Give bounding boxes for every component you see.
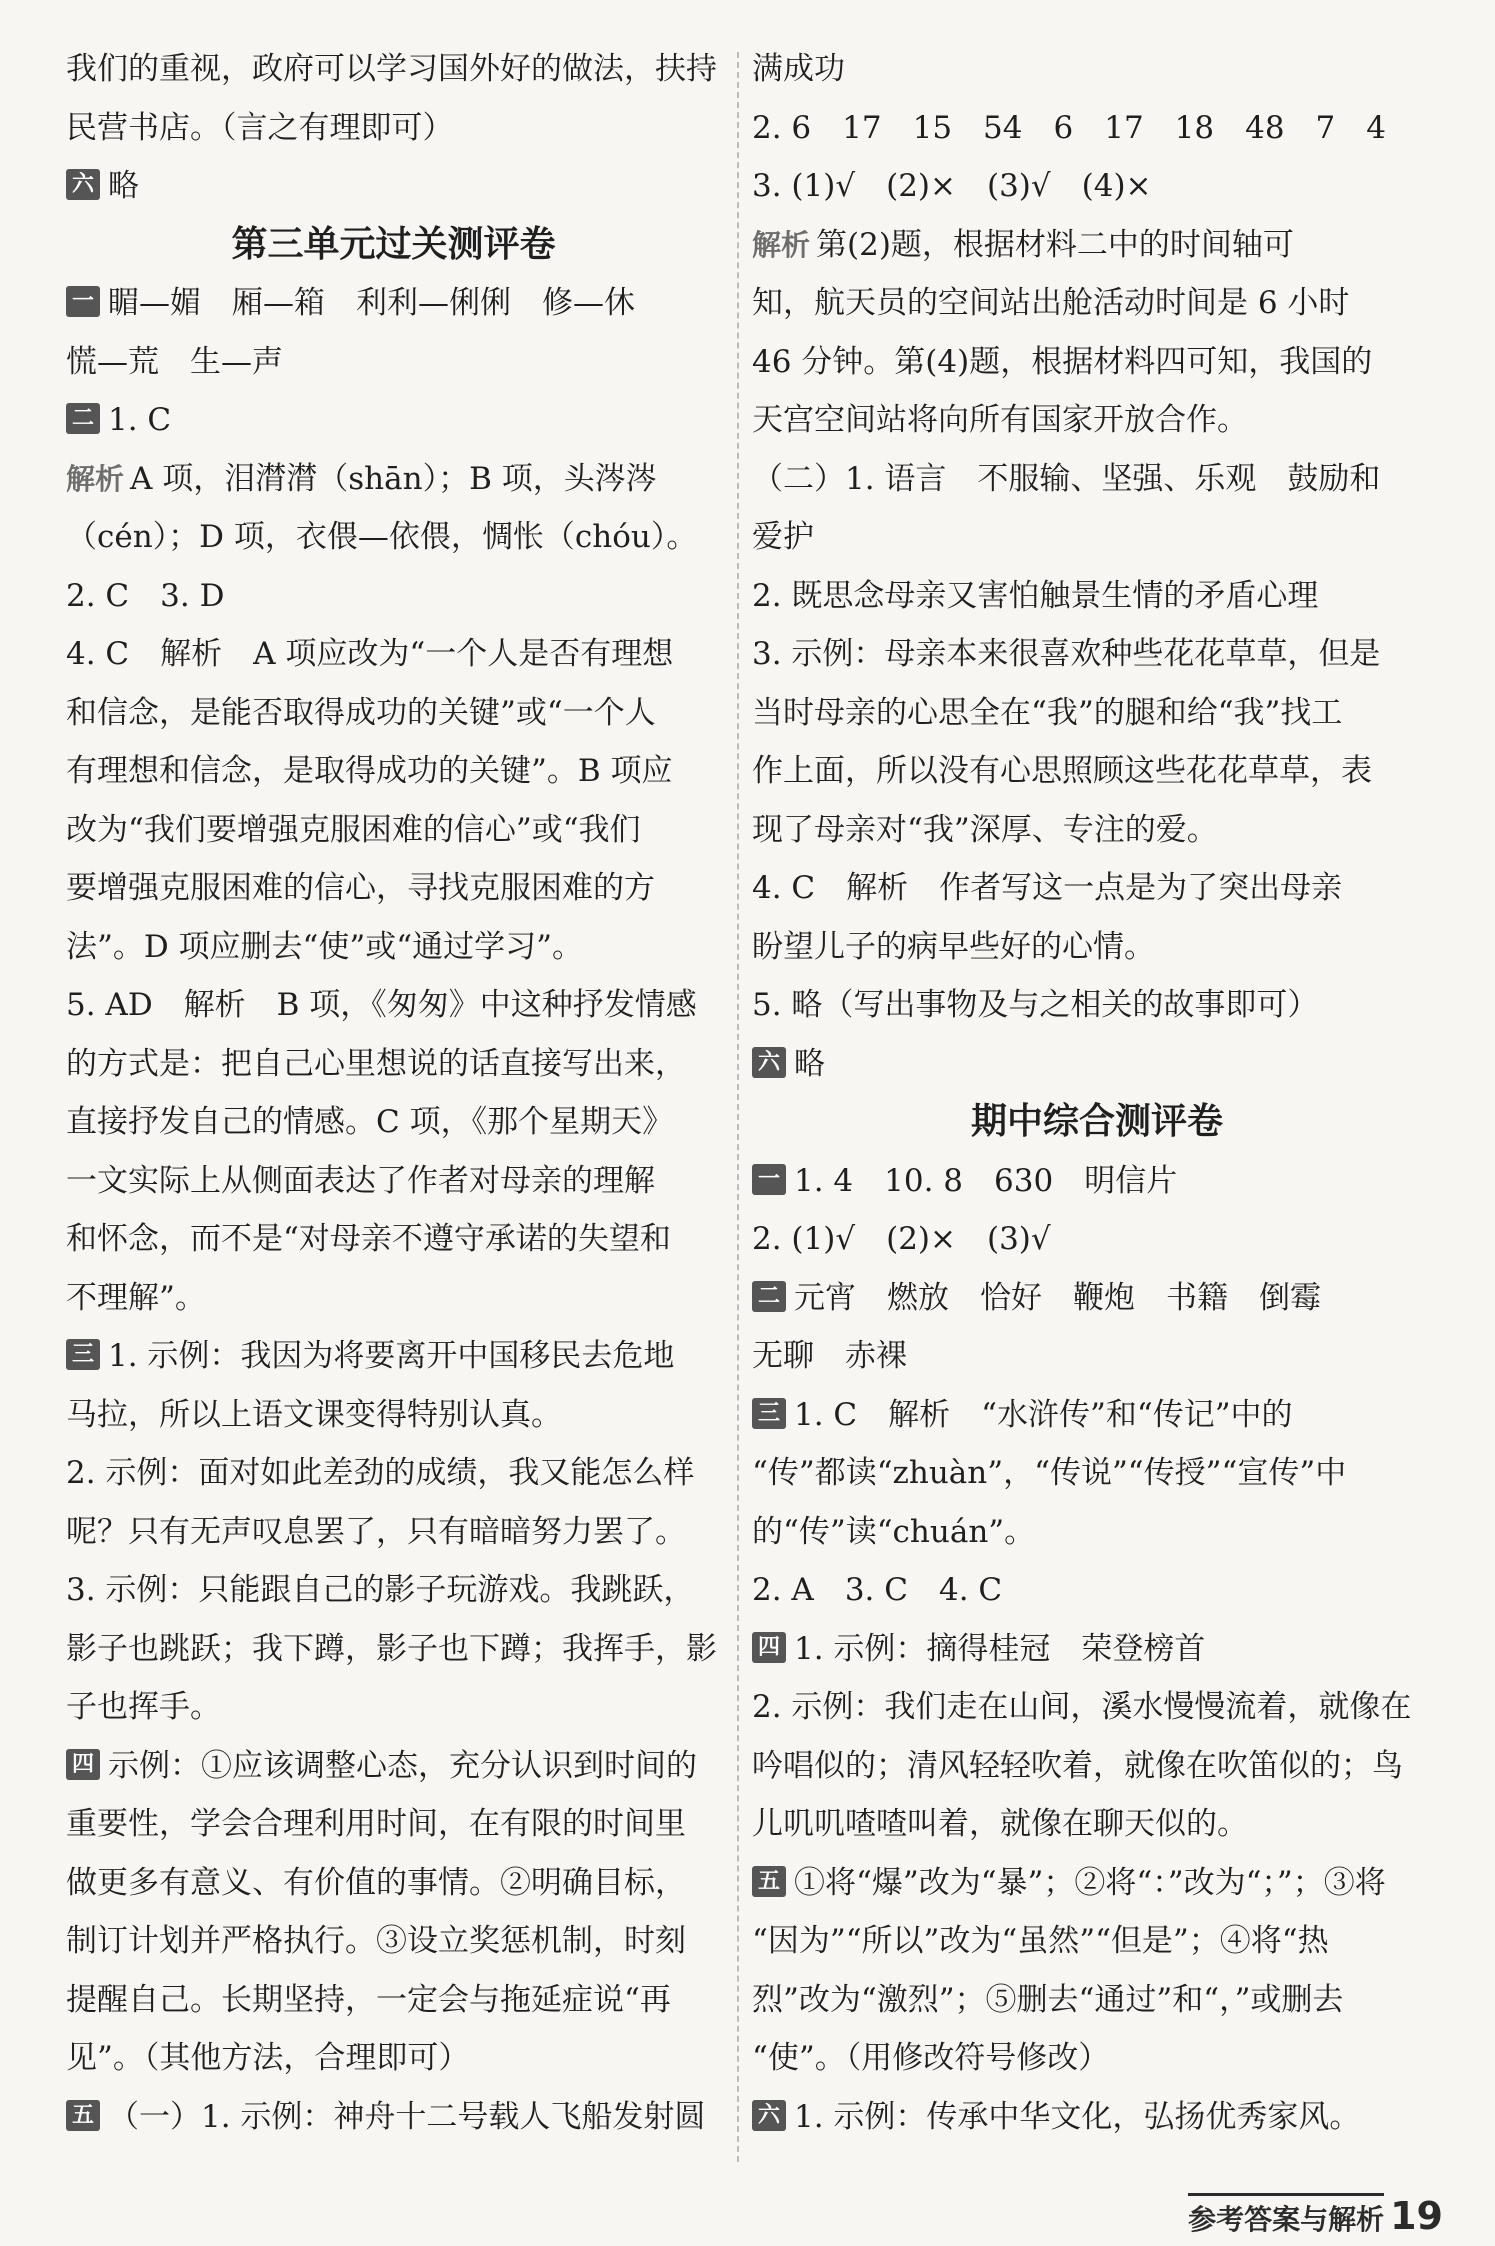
answer-line (752, 1327, 1442, 1386)
answer-line (66, 1678, 721, 1737)
line-text: 4. C 解析 作者写这一点是为了突出母亲 (752, 870, 1343, 906)
answer-line (752, 508, 1442, 567)
question-number-badge: 五 (752, 1866, 786, 1897)
answer-line (752, 40, 1442, 99)
answer-line (66, 40, 721, 99)
answer-line (66, 1561, 721, 1620)
answer-line (66, 1386, 721, 1445)
line-text: 2. 6 17 15 54 6 17 18 48 7 4 (752, 109, 1387, 146)
line-text: 2. 既思念母亲又害怕触景生情的矛盾心理 (752, 577, 1319, 614)
answer-line (752, 2088, 1442, 2147)
line-text: 略 (794, 1045, 825, 1082)
line-text: “因为”“所以”改为“虽然”“但是”；④将“热 (752, 1923, 1329, 1959)
line-text: 1. 示例：传承中华文化，弘扬优秀家风。 (794, 2098, 1361, 2135)
line-text: 烈”改为“激烈”；⑤删去“通过”和“，”或删去 (752, 1981, 1344, 2018)
answer-line (752, 1912, 1442, 1971)
line-text: 天宫空间站将向所有国家开放合作。 (752, 402, 1248, 438)
analysis-label: 解析 (752, 227, 811, 262)
line-text: 改为“我们要增强克服困难的信心”或“我们 (66, 811, 641, 848)
line-text: 1. 示例：摘得桂冠 荣登榜首 (794, 1630, 1206, 1667)
line-text: 第三单元过关测评卷 (231, 223, 556, 265)
line-text: （cén）；D 项，衣偎—依偎，惆怅（chóu）。 (66, 519, 698, 555)
answer-line (66, 1152, 721, 1211)
answer-line (752, 742, 1442, 801)
line-text: 5. AD 解析 B 项，《匆匆》中这种抒发情感 (66, 987, 697, 1023)
answer-line (752, 918, 1442, 977)
answer-line (752, 1971, 1442, 2030)
line-text: 元宵 燃放 恰好 鞭炮 书籍 倒霉 (794, 1279, 1321, 1316)
line-text: 2. A 3. C 4. C (752, 1572, 1003, 1608)
answer-line (66, 1737, 721, 1796)
column-divider (737, 52, 739, 2162)
line-text: 3. 示例：母亲本来很喜欢种些花花草草，但是 (752, 636, 1381, 672)
answer-line (752, 450, 1442, 509)
answer-line (66, 1210, 721, 1269)
answer-line (752, 1386, 1442, 1445)
answer-line (752, 1678, 1442, 1737)
line-text: 当时母亲的心思全在“我”的腿和给“我”找工 (752, 694, 1343, 731)
line-text: 慌—荒 生—声 (66, 343, 283, 380)
line-text: 法”。D 项应删去“使”或“通过学习”。 (66, 928, 583, 965)
answer-line (66, 391, 721, 450)
answer-line (752, 1561, 1442, 1620)
question-number-badge: 三 (752, 1398, 786, 1429)
answer-line (66, 684, 721, 743)
question-number-badge: 四 (752, 1632, 786, 1663)
line-text: ①将“爆”改为“暴”；②将“：”改为“；”；③将 (794, 1864, 1386, 1901)
answer-line (752, 333, 1442, 392)
answer-line (752, 684, 1442, 743)
answer-line (66, 1269, 721, 1328)
question-number-badge: 六 (752, 2100, 786, 2131)
line-text: 1. 4 10. 8 630 明信片 (794, 1162, 1178, 1199)
answer-line (66, 1503, 721, 1562)
answer-line (66, 859, 721, 918)
answer-line (752, 216, 1442, 275)
answer-line (66, 2088, 721, 2147)
page-number: 19 (1390, 2194, 1443, 2238)
line-text: 的方式是：把自己心里想说的话直接写出来， (66, 1045, 686, 1082)
line-text: （二）1. 语言 不服输、坚强、乐观 鼓励和 (752, 460, 1381, 497)
question-number-badge: 六 (752, 1047, 786, 1078)
line-text: 提醒自己。长期坚持，一定会与拖延症说“再 (66, 1981, 671, 2018)
answer-line (752, 1444, 1442, 1503)
line-text: 1. C (108, 402, 172, 438)
line-text: 2. (1)√ (2)× (3)√ (752, 1221, 1051, 1257)
line-text: 示例：①应该调整心态，充分认识到时间的 (108, 1747, 697, 1784)
answer-line (752, 1210, 1442, 1269)
question-number-badge: 四 (66, 1749, 100, 1780)
line-text: 略 (108, 168, 139, 204)
answer-line (66, 567, 721, 626)
answer-line (66, 2029, 721, 2088)
line-text: 3. 示例：只能跟自己的影子玩游戏。我跳跃， (66, 1572, 695, 1608)
answer-line (752, 391, 1442, 450)
line-text: 要增强克服困难的信心，寻找克服困难的方 (66, 870, 655, 906)
answer-line (66, 99, 721, 158)
left-column (66, 40, 721, 2146)
answer-line (752, 1795, 1442, 1854)
question-number-badge: 一 (66, 286, 100, 317)
answer-line (66, 1854, 721, 1913)
line-text: 和怀念，而不是“对母亲不遵守承诺的失望和 (66, 1221, 671, 1257)
answer-line (66, 625, 721, 684)
line-text: 民营书店。（言之有理即可） (66, 109, 454, 146)
line-text: 46 分钟。第(4)题，根据材料四可知，我国的 (752, 343, 1373, 380)
answer-line (66, 1327, 721, 1386)
line-text: 马拉，所以上语文课变得特别认真。 (66, 1396, 562, 1433)
answer-line (752, 625, 1442, 684)
line-text: 和信念，是能否取得成功的关键”或“一个人 (66, 694, 656, 731)
line-text: 不理解”。 (66, 1279, 206, 1316)
answer-line (66, 1795, 721, 1854)
answer-line (752, 1269, 1442, 1328)
answer-line (752, 567, 1442, 626)
answer-line (66, 274, 721, 333)
line-text: 满成功 (752, 51, 845, 87)
answer-line (752, 1620, 1442, 1679)
right-column (752, 40, 1442, 2146)
line-text: 的“传”读“chuán”。 (752, 1513, 1036, 1550)
answer-line (66, 1093, 721, 1152)
line-text: 爱护 (752, 519, 814, 555)
line-text: 子也挥手。 (66, 1689, 221, 1725)
line-text: “使”。（用修改符号修改） (752, 2040, 1110, 2076)
answer-line (66, 918, 721, 977)
question-number-badge: 六 (66, 169, 100, 200)
answer-line (752, 1737, 1442, 1796)
section-title (752, 1093, 1442, 1152)
line-text: 儿叽叽喳喳叫着，就像在聊天似的。 (752, 1806, 1248, 1842)
line-text: 1. C 解析 “水浒传”和“传记”中的 (794, 1396, 1293, 1433)
answer-line (66, 1912, 721, 1971)
answer-line (66, 1971, 721, 2030)
line-text: 作上面，所以没有心思照顾这些花花草草，表 (752, 753, 1372, 789)
line-text: 睸—媚 厢—箱 利利—俐俐 修—休 (108, 285, 635, 321)
answer-line (752, 801, 1442, 860)
answer-line (752, 2029, 1442, 2088)
question-number-badge: 一 (752, 1164, 786, 1195)
line-text: 2. C 3. D (66, 577, 225, 614)
line-text: 制订计划并严格执行。③设立奖惩机制，时刻 (66, 1923, 686, 1959)
line-text: 期中综合测评卷 (970, 1101, 1223, 1142)
analysis-label: 解析 (66, 461, 125, 496)
line-text: A 项，泪潸潸（shān）；B 项，头涔涔 (130, 460, 657, 497)
answer-line (752, 1503, 1442, 1562)
line-text: 直接抒发自己的情感。C 项，《那个星期天》 (66, 1104, 674, 1140)
question-number-badge: 五 (66, 2100, 100, 2131)
line-text: 做更多有意义、有价值的事情。②明确目标， (66, 1864, 686, 1901)
answer-line (752, 274, 1442, 333)
answer-line (752, 976, 1442, 1035)
line-text: 重要性，学会合理利用时间，在有限的时间里 (66, 1806, 686, 1842)
line-text: 见”。（其他方法，合理即可） (66, 2040, 470, 2076)
line-text: 2. 示例：我们走在山间，溪水慢慢流着，就像在 (752, 1689, 1412, 1725)
answer-line (66, 742, 721, 801)
line-text: 呢？只有无声叹息罢了，只有暗暗努力罢了。 (66, 1513, 686, 1550)
line-text: 知，航天员的空间站出舱活动时间是 6 小时 (752, 285, 1350, 321)
answer-line (66, 450, 721, 509)
answer-line (66, 333, 721, 392)
line-text: 一文实际上从侧面表达了作者对母亲的理解 (66, 1162, 655, 1199)
answer-line (752, 1035, 1442, 1094)
line-text: 影子也跳跃；我下蹲，影子也下蹲；我挥手，影 (66, 1630, 717, 1667)
line-text: （一）1. 示例：神舟十二号载人飞船发射圆 (108, 2098, 706, 2135)
line-text: 1. 示例：我因为将要离开中国移民去危地 (108, 1338, 675, 1374)
answer-line (66, 976, 721, 1035)
line-text: 4. C 解析 A 项应改为“一个人是否有理想 (66, 636, 674, 672)
answer-line (66, 508, 721, 567)
line-text: “传”都读“zhuàn”，“传说”“传授”“宣传”中 (752, 1455, 1347, 1491)
line-text: 2. 示例：面对如此差劲的成绩，我又能怎么样 (66, 1455, 695, 1491)
line-text: 有理想和信念，是取得成功的关键”。B 项应 (66, 753, 673, 789)
answer-line (66, 1620, 721, 1679)
line-text: 无聊 赤裸 (752, 1338, 907, 1374)
answer-line (66, 1035, 721, 1094)
answer-line (66, 157, 721, 216)
question-number-badge: 二 (752, 1281, 786, 1312)
answer-line (752, 99, 1442, 158)
line-text: 吟唱似的；清风轻轻吹着，就像在吹笛似的；鸟 (752, 1747, 1403, 1784)
page-footer (1188, 2194, 1443, 2238)
line-text: 我们的重视，政府可以学习国外好的做法，扶持 (66, 51, 717, 87)
answer-line (66, 1444, 721, 1503)
question-number-badge: 二 (66, 403, 100, 434)
answer-line (752, 859, 1442, 918)
section-title (66, 216, 721, 275)
line-text: 3. (1)√ (2)× (3)√ (4)× (752, 168, 1152, 204)
line-text: 第(2)题，根据材料二中的时间轴可 (816, 226, 1294, 263)
question-number-badge: 三 (66, 1339, 100, 1370)
line-text: 5. 略（写出事物及与之相关的故事即可） (752, 987, 1319, 1023)
line-text: 盼望儿子的病早些好的心情。 (752, 928, 1155, 965)
line-text: 现了母亲对“我”深厚、专注的爱。 (752, 811, 1218, 848)
answer-line (752, 1152, 1442, 1211)
answer-line (752, 1854, 1442, 1913)
footer-label: 参考答案与解析 (1188, 2193, 1384, 2238)
answer-line (752, 157, 1442, 216)
answer-line (66, 801, 721, 860)
